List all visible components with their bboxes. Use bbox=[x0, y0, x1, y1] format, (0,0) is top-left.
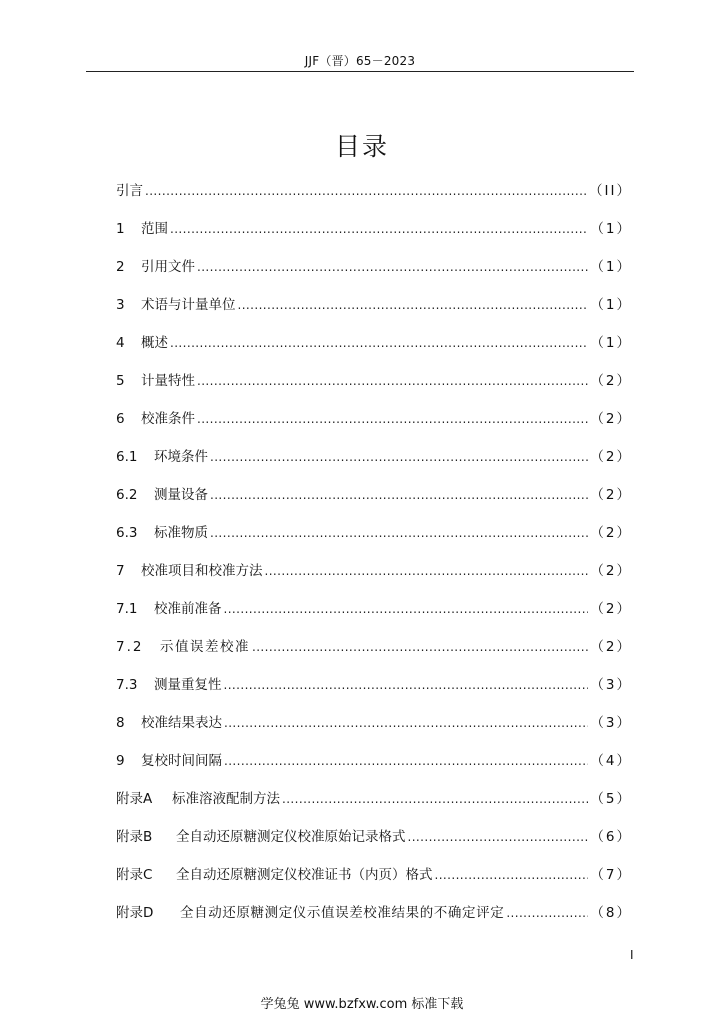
toc-entry-7[interactable] bbox=[116, 558, 632, 596]
toc-entry-foreword[interactable] bbox=[116, 178, 632, 216]
toc-entry-page: （II） bbox=[589, 183, 632, 199]
table-of-contents bbox=[116, 178, 632, 938]
toc-entry-title: 范围 bbox=[141, 221, 168, 237]
toc-leader-dots bbox=[197, 368, 588, 394]
toc-leader-dots bbox=[265, 558, 589, 584]
toc-entry-title: 概述 bbox=[141, 335, 168, 351]
toc-entry-title: 校准项目和校准方法 bbox=[141, 563, 263, 579]
toc-leader-dots bbox=[170, 330, 588, 356]
toc-leader-dots bbox=[210, 520, 588, 546]
toc-entry-page: （1） bbox=[590, 335, 632, 351]
toc-entry-9[interactable] bbox=[116, 748, 632, 786]
toc-entry-number: 4 bbox=[116, 335, 125, 351]
toc-leader-dots bbox=[197, 406, 588, 432]
toc-entry-page: （3） bbox=[590, 715, 632, 731]
toc-leader-dots bbox=[210, 444, 588, 470]
toc-entry-page: （2） bbox=[590, 601, 632, 617]
toc-entry-title: 校准条件 bbox=[141, 411, 195, 427]
toc-entry-title: 全自动还原糖测定仪示值误差校准结果的不确定评定 bbox=[180, 905, 505, 921]
toc-entry-number: 附录B bbox=[116, 829, 153, 845]
toc-entry-7-2[interactable] bbox=[116, 634, 632, 672]
page-number: I bbox=[630, 948, 634, 962]
toc-entry-title: 环境条件 bbox=[154, 449, 208, 465]
toc-entry-number: 附录C bbox=[116, 867, 153, 883]
watermark-footer: 学兔兔 www.bzfxw.com 标准下载 bbox=[260, 997, 464, 1012]
toc-entry-title: 计量特性 bbox=[141, 373, 195, 389]
toc-entry-title: 测量设备 bbox=[154, 487, 208, 503]
toc-entry-page: （6） bbox=[590, 829, 632, 845]
toc-leader-dots bbox=[506, 900, 588, 926]
toc-entry-appendix-a[interactable] bbox=[116, 786, 632, 824]
toc-entry-5[interactable] bbox=[116, 368, 632, 406]
toc-entry-6-1[interactable] bbox=[116, 444, 632, 482]
toc-entry-title: 示值误差校准 bbox=[160, 639, 250, 655]
toc-entry-appendix-c[interactable] bbox=[116, 862, 632, 900]
toc-entry-title: 复校时间间隔 bbox=[141, 753, 222, 769]
toc-entry-number: 7.2 bbox=[116, 639, 144, 655]
toc-entry-number: 附录D bbox=[116, 905, 154, 921]
toc-leader-dots bbox=[224, 748, 588, 774]
toc-entry-6-2[interactable] bbox=[116, 482, 632, 520]
toc-entry-8[interactable] bbox=[116, 710, 632, 748]
toc-entry-page: （7） bbox=[590, 867, 632, 883]
toc-entry-title: 校准前准备 bbox=[154, 601, 222, 617]
toc-entry-title: 标准物质 bbox=[154, 525, 208, 541]
toc-entry-6-3[interactable] bbox=[116, 520, 632, 558]
toc-entry-title: 引言 bbox=[116, 183, 143, 199]
toc-entry-page: （2） bbox=[590, 373, 632, 389]
toc-entry-1[interactable] bbox=[116, 216, 632, 254]
toc-leader-dots bbox=[210, 482, 588, 508]
toc-entry-title: 标准溶液配制方法 bbox=[172, 791, 280, 807]
toc-entry-4[interactable] bbox=[116, 330, 632, 368]
toc-entry-page: （2） bbox=[590, 449, 632, 465]
toc-entry-page: （1） bbox=[590, 297, 632, 313]
toc-entry-appendix-d[interactable] bbox=[116, 900, 632, 938]
page-title: 目录 bbox=[334, 132, 389, 161]
standard-code-header: JJF（晋）65－2023 bbox=[304, 54, 416, 68]
toc-entry-page: （3） bbox=[590, 677, 632, 693]
toc-entry-page: （2） bbox=[590, 411, 632, 427]
toc-entry-title: 全自动还原糖测定仪校准原始记录格式 bbox=[176, 829, 406, 845]
toc-entry-number: 6 bbox=[116, 411, 125, 427]
toc-entry-title: 测量重复性 bbox=[154, 677, 222, 693]
toc-entry-number: 6.3 bbox=[116, 525, 138, 541]
toc-entry-2[interactable] bbox=[116, 254, 632, 292]
toc-leader-dots bbox=[197, 254, 588, 280]
toc-entry-number: 7.1 bbox=[116, 601, 138, 617]
toc-leader-dots bbox=[408, 824, 589, 850]
toc-entry-page: （1） bbox=[590, 221, 632, 237]
toc-entry-appendix-b[interactable] bbox=[116, 824, 632, 862]
toc-leader-dots bbox=[224, 710, 588, 736]
toc-leader-dots bbox=[170, 216, 588, 242]
toc-entry-page: （2） bbox=[590, 563, 632, 579]
header-divider bbox=[86, 71, 634, 72]
toc-entry-7-1[interactable] bbox=[116, 596, 632, 634]
toc-entry-page: （5） bbox=[590, 791, 632, 807]
toc-leader-dots bbox=[252, 634, 588, 660]
toc-entry-7-3[interactable] bbox=[116, 672, 632, 710]
toc-entry-title: 全自动还原糖测定仪校准证书（内页）格式 bbox=[176, 867, 433, 883]
toc-leader-dots bbox=[238, 292, 589, 318]
toc-entry-number: 1 bbox=[116, 221, 125, 237]
toc-entry-page: （2） bbox=[590, 487, 632, 503]
toc-entry-number: 附录A bbox=[116, 791, 153, 807]
toc-entry-number: 8 bbox=[116, 715, 125, 731]
toc-entry-number: 6.2 bbox=[116, 487, 138, 503]
toc-entry-page: （4） bbox=[590, 753, 632, 769]
toc-leader-dots bbox=[224, 672, 589, 698]
toc-leader-dots bbox=[435, 862, 589, 888]
toc-leader-dots bbox=[224, 596, 589, 622]
toc-entry-number: 6.1 bbox=[116, 449, 138, 465]
toc-entry-number: 5 bbox=[116, 373, 125, 389]
toc-entry-number: 7.3 bbox=[116, 677, 138, 693]
toc-entry-number: 3 bbox=[116, 297, 125, 313]
toc-entry-title: 术语与计量单位 bbox=[141, 297, 236, 313]
toc-entry-title: 引用文件 bbox=[141, 259, 195, 275]
toc-entry-6[interactable] bbox=[116, 406, 632, 444]
toc-entry-number: 7 bbox=[116, 563, 125, 579]
toc-entry-page: （2） bbox=[590, 639, 632, 655]
toc-leader-dots bbox=[282, 786, 588, 812]
toc-leader-dots bbox=[145, 178, 587, 204]
toc-entry-page: （8） bbox=[590, 905, 632, 921]
toc-entry-title: 校准结果表达 bbox=[141, 715, 222, 731]
toc-entry-page: （2） bbox=[590, 525, 632, 541]
toc-entry-number: 9 bbox=[116, 753, 125, 769]
toc-entry-3[interactable] bbox=[116, 292, 632, 330]
toc-entry-number: 2 bbox=[116, 259, 125, 275]
toc-entry-page: （1） bbox=[590, 259, 632, 275]
